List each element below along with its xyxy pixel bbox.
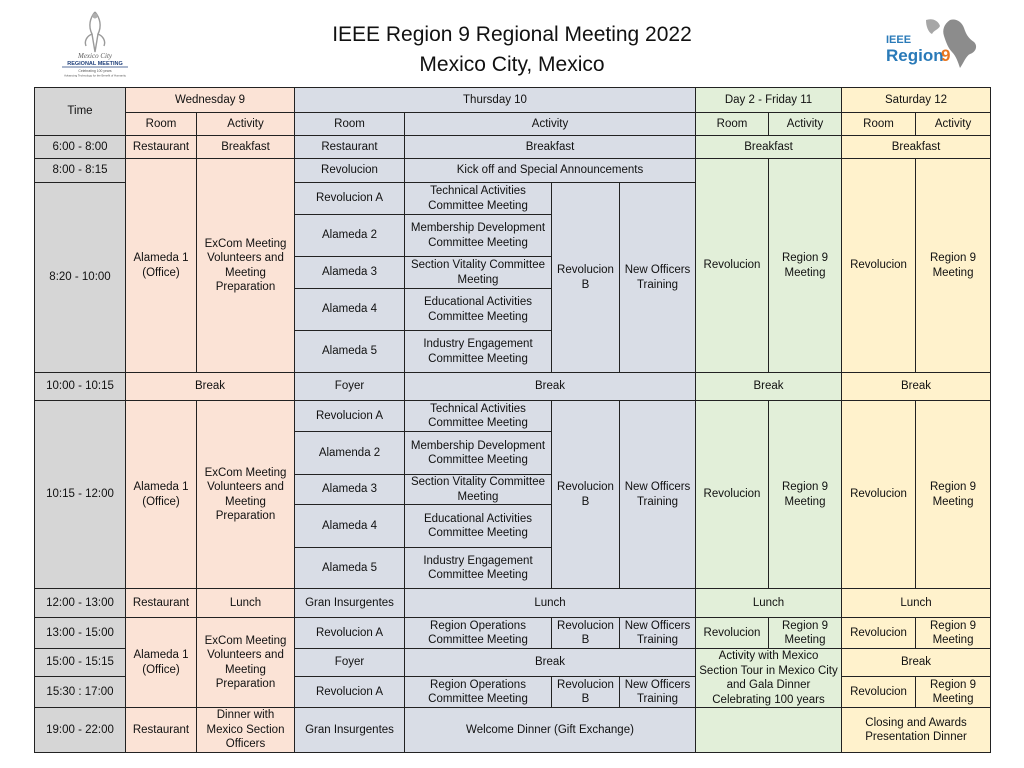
activity-cell: Educational Activities Committee Meeting (405, 289, 552, 331)
time-slot: 10:15 - 12:00 (35, 401, 126, 589)
room-cell: Revolucion B (552, 183, 620, 373)
activity-cell: Region 9 Meeting (769, 159, 842, 373)
activity-cell: New Officers Training (620, 183, 696, 373)
activity-cell: Activity with Mexico Section Tour in Mexico City and Gala Dinner Celebrating 100 years (696, 649, 842, 708)
room-cell: Revolucion B (552, 618, 620, 649)
activity-cell: Breakfast (696, 136, 842, 159)
activity-cell: Welcome Dinner (Gift Exchange) (405, 708, 696, 753)
time-slot: 6:00 - 8:00 (35, 136, 126, 159)
time-header: Time (35, 88, 126, 136)
activity-cell: ExCom Meeting Volunteers and Meeting Preparation (197, 159, 295, 373)
room-cell: Revolucion A (295, 618, 405, 649)
activity-cell: ExCom Meeting Volunteers and Meeting Preparation (197, 618, 295, 708)
time-slot: 12:00 - 13:00 (35, 589, 126, 618)
day-header-wednesday: Wednesday 9 (126, 88, 295, 113)
activity-cell: Region 9 Meeting (916, 618, 991, 649)
logo-centennial-text: Celebrating 100 years (78, 69, 112, 73)
activity-cell: Dinner with Mexico Section Officers (197, 708, 295, 753)
time-slot: 8:20 - 10:00 (35, 183, 126, 373)
page-subtitle: Mexico City, Mexico (419, 53, 605, 76)
logo-city-text: Mexico City (77, 52, 113, 60)
activity-cell: ExCom Meeting Volunteers and Meeting Preparation (197, 401, 295, 589)
room-cell: Gran Insurgentes (295, 708, 405, 753)
time-slot: 19:00 - 22:00 (35, 708, 126, 753)
activity-cell: Break (126, 373, 295, 401)
activity-cell: Lunch (696, 589, 842, 618)
wed-room-header: Room (126, 113, 197, 136)
room-cell: Alameda 4 (295, 289, 405, 331)
schedule-table (34, 87, 991, 753)
activity-cell: Breakfast (197, 136, 295, 159)
thu-activity-header: Activity (405, 113, 696, 136)
room-cell: Revolucion (842, 618, 916, 649)
room-cell: Revolucion B (552, 401, 620, 589)
activity-cell: Region 9 Meeting (916, 677, 991, 708)
activity-cell: Lunch (405, 589, 696, 618)
logo-region-number: 9 (941, 46, 951, 65)
room-cell: Alameda 1 (Office) (126, 618, 197, 708)
activity-cell: Lunch (197, 589, 295, 618)
room-cell: Revolucion (696, 159, 769, 373)
time-slot: 10:00 - 10:15 (35, 373, 126, 401)
room-cell: Alamenda 2 (295, 432, 405, 475)
room-cell: Alameda 4 (295, 505, 405, 548)
activity-cell: Section Vitality Committee Meeting (405, 475, 552, 505)
wed-activity-header: Activity (197, 113, 295, 136)
activity-cell: Closing and Awards Presentation Dinner (842, 708, 991, 753)
page-title: IEEE Region 9 Regional Meeting 2022 (332, 23, 692, 46)
room-cell: Alameda 1 (Office) (126, 401, 197, 589)
room-cell: Restaurant (126, 136, 197, 159)
room-cell: Revolucion (696, 618, 769, 649)
activity-cell: Breakfast (405, 136, 696, 159)
room-cell: Revolucion (295, 159, 405, 183)
activity-cell: Industry Engagement Committee Meeting (405, 548, 552, 589)
room-cell: Alameda 5 (295, 331, 405, 373)
time-slot: 15:00 - 15:15 (35, 649, 126, 677)
activity-cell: Section Vitality Committee Meeting (405, 257, 552, 289)
logo-region-text: Region (886, 46, 944, 65)
day-header-saturday: Saturday 12 (842, 88, 991, 113)
room-cell: Alameda 5 (295, 548, 405, 589)
mexico-city-regional-meeting-logo (52, 8, 138, 78)
fri-room-header: Room (696, 113, 769, 136)
activity-cell: New Officers Training (620, 401, 696, 589)
room-cell: Alameda 2 (295, 215, 405, 257)
activity-cell (696, 708, 842, 753)
room-cell: Revolucion (696, 401, 769, 589)
room-cell: Revolucion (842, 677, 916, 708)
sat-activity-header: Activity (916, 113, 991, 136)
room-cell: Alameda 3 (295, 257, 405, 289)
activity-cell: Breakfast (842, 136, 991, 159)
activity-cell: Educational Activities Committee Meeting (405, 505, 552, 548)
room-cell: Revolucion (842, 159, 916, 373)
sat-room-header: Room (842, 113, 916, 136)
room-cell: Foyer (295, 649, 405, 677)
activity-cell: Membership Development Committee Meeting (405, 432, 552, 475)
activity-cell: New Officers Training (620, 618, 696, 649)
room-cell: Revolucion A (295, 183, 405, 215)
activity-cell: Break (405, 649, 696, 677)
room-cell: Revolucion A (295, 401, 405, 432)
activity-cell: Region 9 Meeting (769, 618, 842, 649)
activity-cell: Region 9 Meeting (916, 159, 991, 373)
logo-meeting-text: REGIONAL MEETING (67, 61, 123, 67)
time-slot: 8:00 - 8:15 (35, 159, 126, 183)
day-header-thursday: Thursday 10 (295, 88, 696, 113)
day-header-friday: Day 2 - Friday 11 (696, 88, 842, 113)
activity-cell: Break (842, 373, 991, 401)
activity-cell: Region Operations Committee Meeting (405, 618, 552, 649)
activity-cell: Membership Development Committee Meeting (405, 215, 552, 257)
ieee-region-9-logo (880, 16, 980, 72)
room-cell: Foyer (295, 373, 405, 401)
activity-cell: Region 9 Meeting (916, 401, 991, 589)
room-cell: Alameda 3 (295, 475, 405, 505)
room-cell: Restaurant (295, 136, 405, 159)
activity-cell: Region Operations Committee Meeting (405, 677, 552, 708)
room-cell: Restaurant (126, 708, 197, 753)
activity-cell: Industry Engagement Committee Meeting (405, 331, 552, 373)
logo-ieee-text: IEEE (886, 34, 912, 46)
activity-cell: Break (405, 373, 696, 401)
room-cell: Gran Insurgentes (295, 589, 405, 618)
activity-cell: Break (696, 373, 842, 401)
room-cell: Alameda 1 (Office) (126, 159, 197, 373)
time-slot: 15:30 : 17:00 (35, 677, 126, 708)
activity-cell: Kick off and Special Announcements (405, 159, 696, 183)
room-cell: Revolucion (842, 401, 916, 589)
room-cell: Restaurant (126, 589, 197, 618)
logo-tagline-text: Advancing Technology for the Benefit of Humanity (64, 73, 126, 78)
activity-cell: New Officers Training (620, 677, 696, 708)
activity-cell: Technical Activities Committee Meeting (405, 401, 552, 432)
activity-cell: Region 9 Meeting (769, 401, 842, 589)
activity-cell: Technical Activities Committee Meeting (405, 183, 552, 215)
time-slot: 13:00 - 15:00 (35, 618, 126, 649)
thu-room-header: Room (295, 113, 405, 136)
activity-cell: Lunch (842, 589, 991, 618)
fri-activity-header: Activity (769, 113, 842, 136)
room-cell: Revolucion A (295, 677, 405, 708)
room-cell: Revolucion B (552, 677, 620, 708)
activity-cell: Break (842, 649, 991, 677)
